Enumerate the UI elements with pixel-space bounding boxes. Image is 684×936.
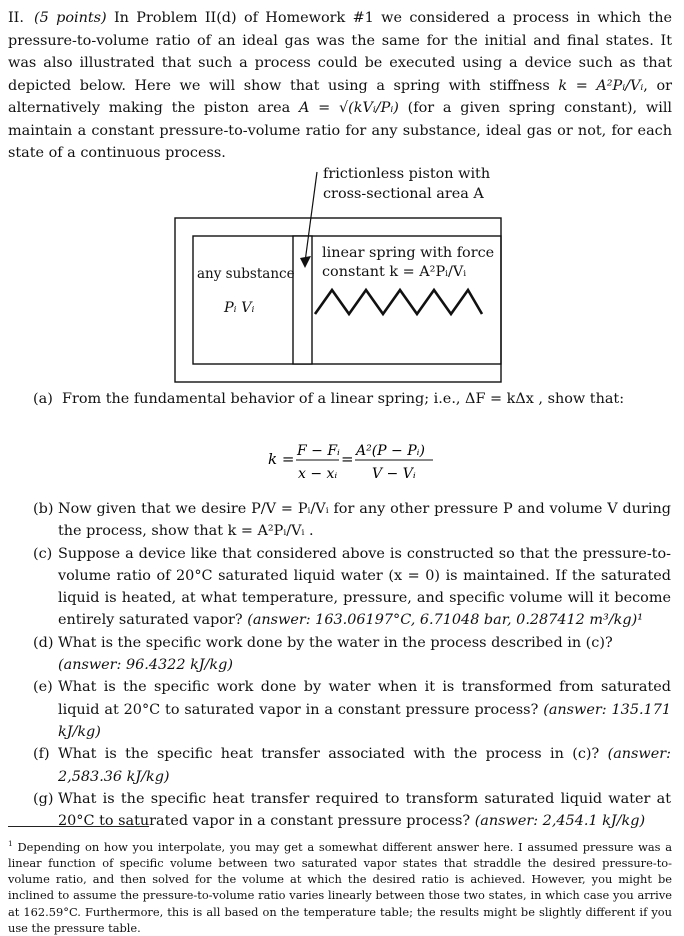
part-marker: (b) [33, 501, 54, 517]
substance-label: any substance [197, 266, 295, 282]
piston-label-line1: frictionless piston with [323, 166, 491, 182]
intro-text-1: In Problem II(d) of Homework #1 we considered a process in which the pressure-to-volume ratio of an ideal gas was the same for the initial and final states. It was also illustrated that such a process could be executed using a device such as that depicted below. Here we will show that using a spring with stiffness [8, 10, 672, 94]
part-d [33, 632, 671, 677]
spring-label-line1: linear spring with force [322, 245, 495, 261]
part-e [33, 676, 671, 743]
part-answer: (answer: 2,454.1 kJ/kg) [474, 813, 646, 830]
problem-label: II. [8, 10, 24, 26]
state-label: Pᵢ Vᵢ [224, 300, 255, 316]
part-marker: (e) [33, 679, 53, 696]
footnote-divider [8, 826, 149, 827]
eq-equals: = [341, 450, 354, 468]
part-f [33, 743, 671, 788]
part-text: What is the specific work done by the water in the process described in (c)? [58, 634, 613, 651]
footnote [8, 836, 672, 936]
part-b [33, 498, 671, 543]
eq-frac1-numerator: F − Fᵢ [297, 443, 340, 459]
spring-equation [0, 440, 684, 490]
piston-label-line2: cross-sectional area A [323, 186, 484, 202]
part-answer: (answer: 96.4322 kJ/kg) [58, 657, 233, 674]
part-answer: (answer: 135.171 kJ/kg) [58, 701, 672, 740]
area-formula: A = √(kVᵢ/Pᵢ) [298, 100, 399, 116]
piston [293, 236, 312, 364]
footnote-marker: 1 [8, 839, 13, 848]
part-a [33, 391, 624, 407]
footnote-text: Depending on how you interpolate, you may get a somewhat different answer here. I assumed pressure was a linear function of specific volume between two saturated vapor states that straddle the desired pressure-to-volume ratio, and then solved for the volume at which the desired ratio is achieved. However, you might be inclined to assume the pressure-to-volume ratio varies linearly between those two states, in which case you arrive at 162.59°C. Furthermore, this is all based on the temperature table; the results might be slightly different if you use the pressure table. [8, 839, 673, 935]
part-text: Suppose a device like that considered above is constructed so that the pressure-to-volume ratio of 20°C saturated liquid water (x = 0) is maintained. If the saturated liquid is heated, at what temperature, pressure, and specific volume will it become entirely saturated vapor? [58, 545, 671, 629]
spring-label-line2: constant k = A²Pᵢ/Vᵢ [322, 264, 467, 280]
part-text: What is the specific work done by water when it is transformed from saturated liquid at 20°C to saturated vapor in a constant pressure process? [58, 679, 671, 718]
part-marker: (d) [33, 634, 54, 651]
stiffness-formula: k = A²Pᵢ/Vᵢ [558, 77, 644, 94]
problem-points: (5 points) [34, 10, 107, 26]
part-marker: (f) [33, 746, 50, 763]
part-answer: (answer: 163.06197°C, 6.71048 bar, 0.287412 m³/kg)¹ [247, 612, 643, 629]
eq-lhs: k = [268, 450, 295, 468]
spring [315, 290, 482, 314]
eq-frac2-denominator: V − Vᵢ [372, 466, 416, 482]
part-marker: (g) [33, 790, 54, 807]
parts-list [33, 498, 671, 832]
part-marker: (c) [33, 545, 53, 562]
part-text: What is the specific heat transfer associated with the process in (c)? [58, 746, 600, 763]
part-text: Now given that we desire P/V = Pᵢ/Vᵢ for any other pressure P and volume V during the process, show that k = A²Pᵢ/Vᵢ . [58, 501, 671, 540]
part-a-marker: (a) [33, 391, 53, 407]
eq-frac2-numerator: A²(P − Pᵢ) [356, 443, 425, 459]
part-a-text: From the fundamental behavior of a linear spring; i.e., ΔF = kΔx , show that: [61, 391, 625, 407]
intro-text-3: (for a given spring constant), will maintain a constant pressure-to-volume ratio for any substance, ideal gas or not, for each state of a continuous process. [8, 100, 673, 161]
part-text: What is the specific heat transfer required to transform saturated liquid water at 20°C to saturated vapor in a constant pressure process? [58, 790, 671, 830]
eq-frac1-denominator: x − xᵢ [298, 466, 338, 482]
part-c [33, 543, 671, 632]
part-answer: (answer: 2,583.36 kJ/kg) [58, 746, 671, 785]
intro-text-2: , or alternatively making the piston area [8, 77, 672, 116]
